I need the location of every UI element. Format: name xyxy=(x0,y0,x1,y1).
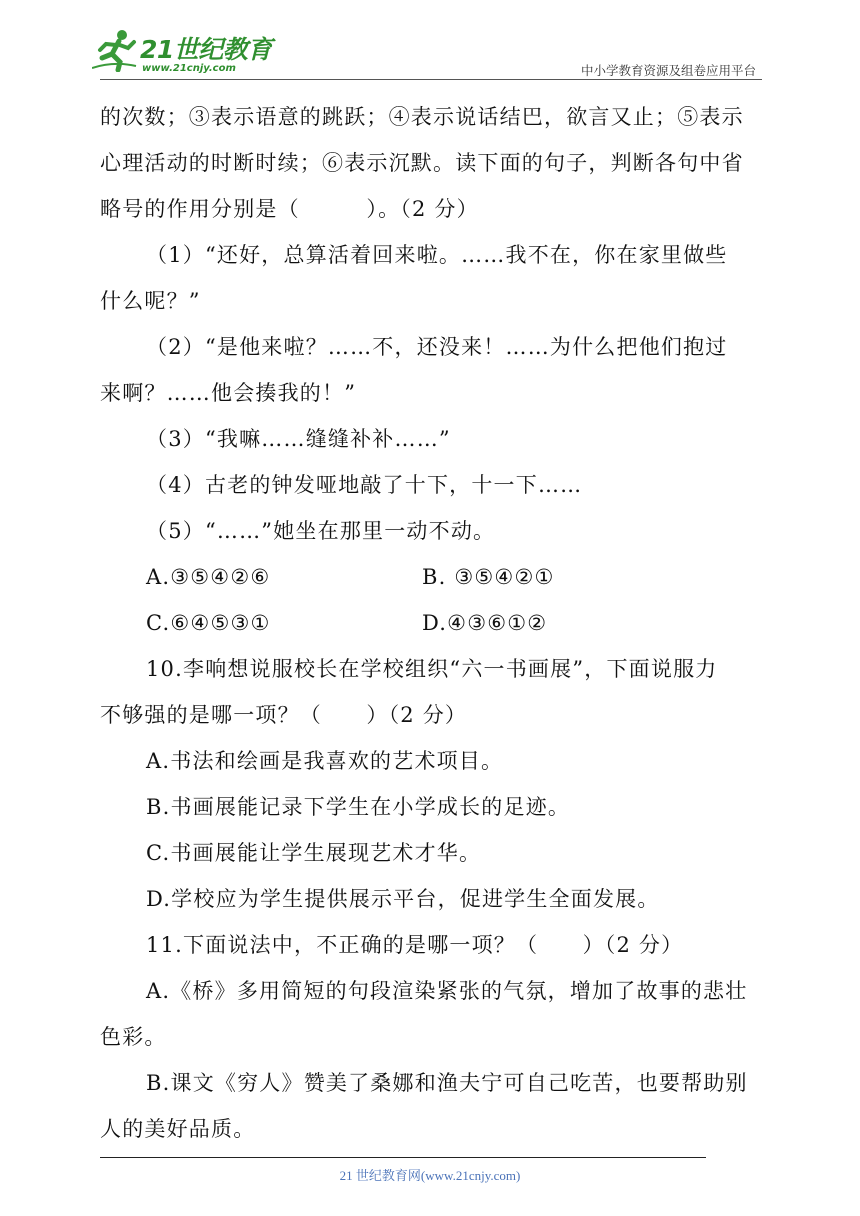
q11-option-a-line-2: 色彩。 xyxy=(100,1025,167,1049)
q9-option-c: C.⑥④⑤③① xyxy=(146,611,271,635)
q9-sentence-2-line-2: 来啊？……他会揍我的！” xyxy=(100,381,357,405)
q9-sentence-1-line-2: 什么呢？” xyxy=(100,289,201,313)
q9-sentence-5: （5）“……”她坐在那里一动不动。 xyxy=(146,519,496,543)
q10-option-a: A.书法和绘画是我喜欢的艺术项目。 xyxy=(146,749,504,773)
site-logo xyxy=(92,26,272,82)
q11-stem: 11.下面说法中，不正确的是哪一项？（ ）（2 分） xyxy=(146,933,684,957)
logo-text: 21世纪教育 xyxy=(140,35,272,64)
q9-intro-line-3: 略号的作用分别是（ ）。（2 分） xyxy=(100,197,479,221)
q9-sentence-3: （3）“我嘛……缝缝补补……” xyxy=(146,427,451,451)
q9-options-row-1 xyxy=(100,554,762,600)
q10-stem-line-1: 10.李响想说服校长在学校组织“六一书画展”，下面说服力 xyxy=(146,657,718,681)
page-header xyxy=(0,0,860,90)
q10-stem-line-2: 不够强的是哪一项？（ ）（2 分） xyxy=(100,703,468,727)
q10-option-b: B.书画展能记录下学生在小学成长的足迹。 xyxy=(146,795,571,819)
runner-icon xyxy=(92,28,138,72)
footer-divider xyxy=(100,1157,706,1158)
exam-content xyxy=(100,94,762,1152)
footer-text[interactable]: 21 世纪教育网(www.21cnjy.com) xyxy=(339,1168,521,1183)
header-divider xyxy=(100,79,762,80)
q9-intro-line-2: 心理活动的时断时续；⑥表示沉默。读下面的句子，判断各句中省 xyxy=(100,151,744,175)
q11-option-b-line-2: 人的美好品质。 xyxy=(100,1117,256,1141)
q9-intro-line-1: 的次数；③表示语意的跳跃；④表示说话结巴，欲言又止；⑤表示 xyxy=(100,105,744,129)
q9-option-a: A.③⑤④②⑥ xyxy=(146,565,271,589)
q10-option-d: D.学校应为学生提供展示平台，促进学生全面发展。 xyxy=(146,887,660,911)
q9-sentence-2-line-1: （2）“是他来啦？……不，还没来！……为什么把他们抱过 xyxy=(146,335,728,359)
header-tagline: 中小学教育资源及组卷应用平台 xyxy=(580,63,756,78)
logo-url: www.21cnjy.com xyxy=(142,63,236,74)
q10-option-c: C.书画展能让学生展现艺术才华。 xyxy=(146,841,482,865)
q9-sentence-1-line-1: （1）“还好，总算活着回来啦。……我不在，你在家里做些 xyxy=(146,243,728,267)
q9-options-row-2 xyxy=(100,600,762,646)
q11-option-a-line-1: A.《桥》多用简短的句段渲染紧张的气氛，增加了故事的悲壮 xyxy=(146,979,748,1003)
q9-option-b: B. ③⑤④②① xyxy=(422,565,555,589)
q9-sentence-4: （4）古老的钟发哑地敲了十下，十一下…… xyxy=(146,473,583,497)
q9-option-d: D.④③⑥①② xyxy=(422,611,548,635)
q11-option-b-line-1: B.课文《穷人》赞美了桑娜和渔夫宁可自己吃苦，也要帮助别 xyxy=(146,1071,748,1095)
